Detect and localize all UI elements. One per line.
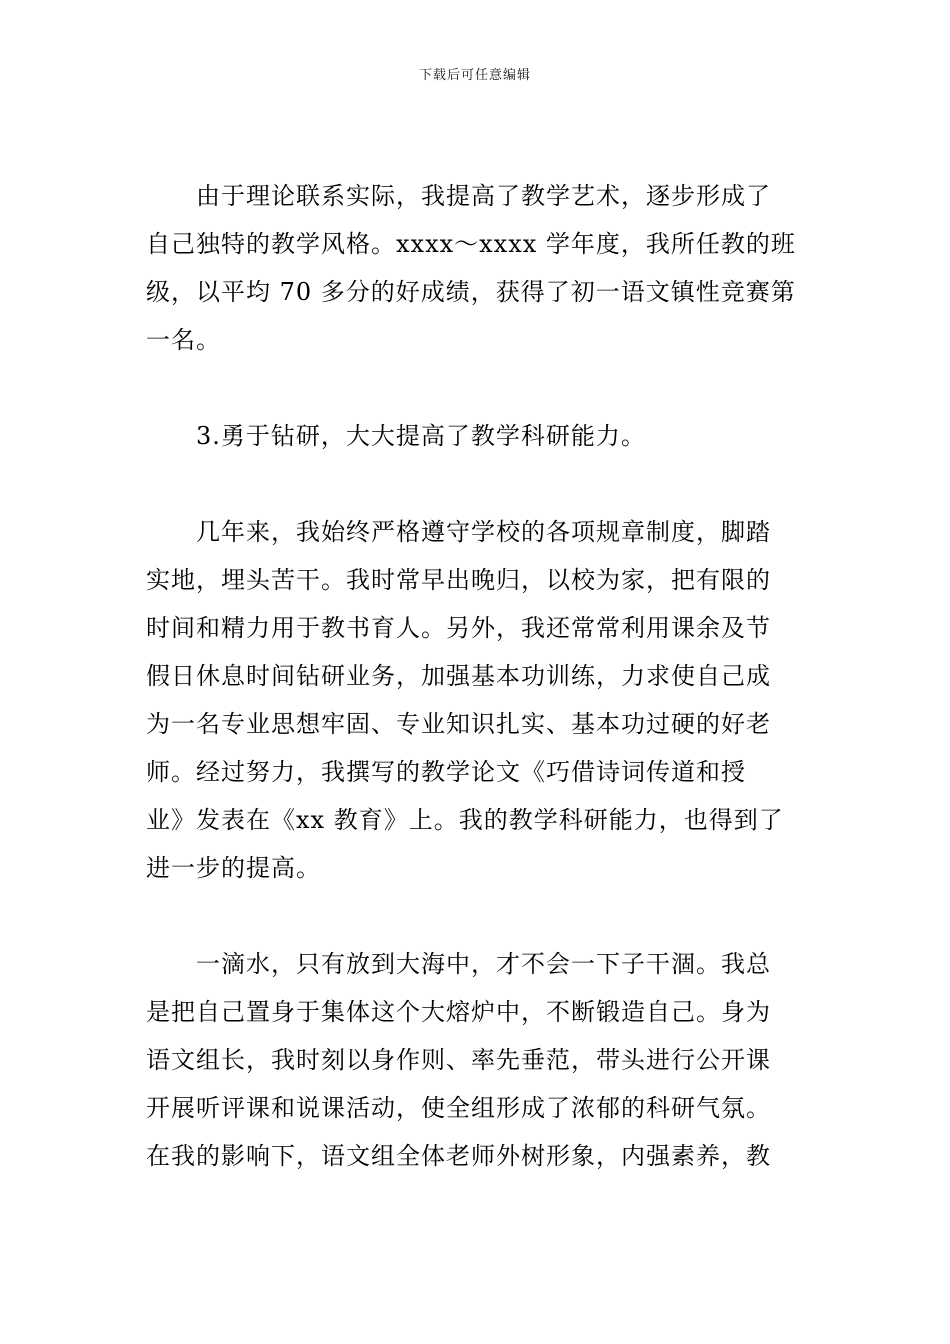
paragraph-team xyxy=(146,940,806,1180)
page-header-note: 下载后可任意编辑 xyxy=(418,68,531,83)
text-line: 为一名专业思想牢固、专业知识扎实、基本功过硬的好老 xyxy=(146,710,771,738)
text-line: 一滴水，只有放到大海中，才不会一下子干涸。我总 xyxy=(196,950,771,978)
text-line: 实地，埋头苦干。我时常早出晚归，以校为家，把有限的 xyxy=(146,566,771,594)
text-line: 自己独特的教学风格。xxxx～xxxx 学年度，我所任教的班 xyxy=(146,230,796,258)
text-line: 假日休息时间钻研业务，加强基本功训练，力求使自己成 xyxy=(146,662,771,690)
paragraph-teaching-style xyxy=(146,172,806,364)
text-line: 开展听评课和说课活动，使全组形成了浓郁的科研气氛。 xyxy=(146,1094,771,1122)
text-line: 级，以平均 70 多分的好成绩，获得了初一语文镇性竞赛第 xyxy=(146,278,796,306)
text-line: 一名。 xyxy=(146,326,221,354)
section-heading xyxy=(146,412,806,460)
text-line: 业》发表在《xx 教育》上。我的教学科研能力，也得到了 xyxy=(146,806,784,834)
text-line: 几年来，我始终严格遵守学校的各项规章制度，脚踏 xyxy=(196,518,771,546)
text-line: 由于理论联系实际，我提高了教学艺术，逐步形成了 xyxy=(196,182,771,210)
text-line: 师。经过努力，我撰写的教学论文《巧借诗词传道和授 xyxy=(146,758,746,786)
document-body xyxy=(146,172,806,1180)
text-line: 在我的影响下，语文组全体老师外树形象，内强素养，教 xyxy=(146,1142,771,1170)
text-line: 进一步的提高。 xyxy=(146,854,321,882)
section-heading-text: 3.勇于钻研，大大提高了教学科研能力。 xyxy=(196,422,646,450)
text-line: 是把自己置身于集体这个大熔炉中，不断锻造自己。身为 xyxy=(146,998,771,1026)
text-line: 语文组长，我时刻以身作则、率先垂范，带头进行公开课 xyxy=(146,1046,771,1074)
text-line: 时间和精力用于教书育人。另外，我还常常利用课余及节 xyxy=(146,614,771,642)
paragraph-research xyxy=(146,508,806,892)
